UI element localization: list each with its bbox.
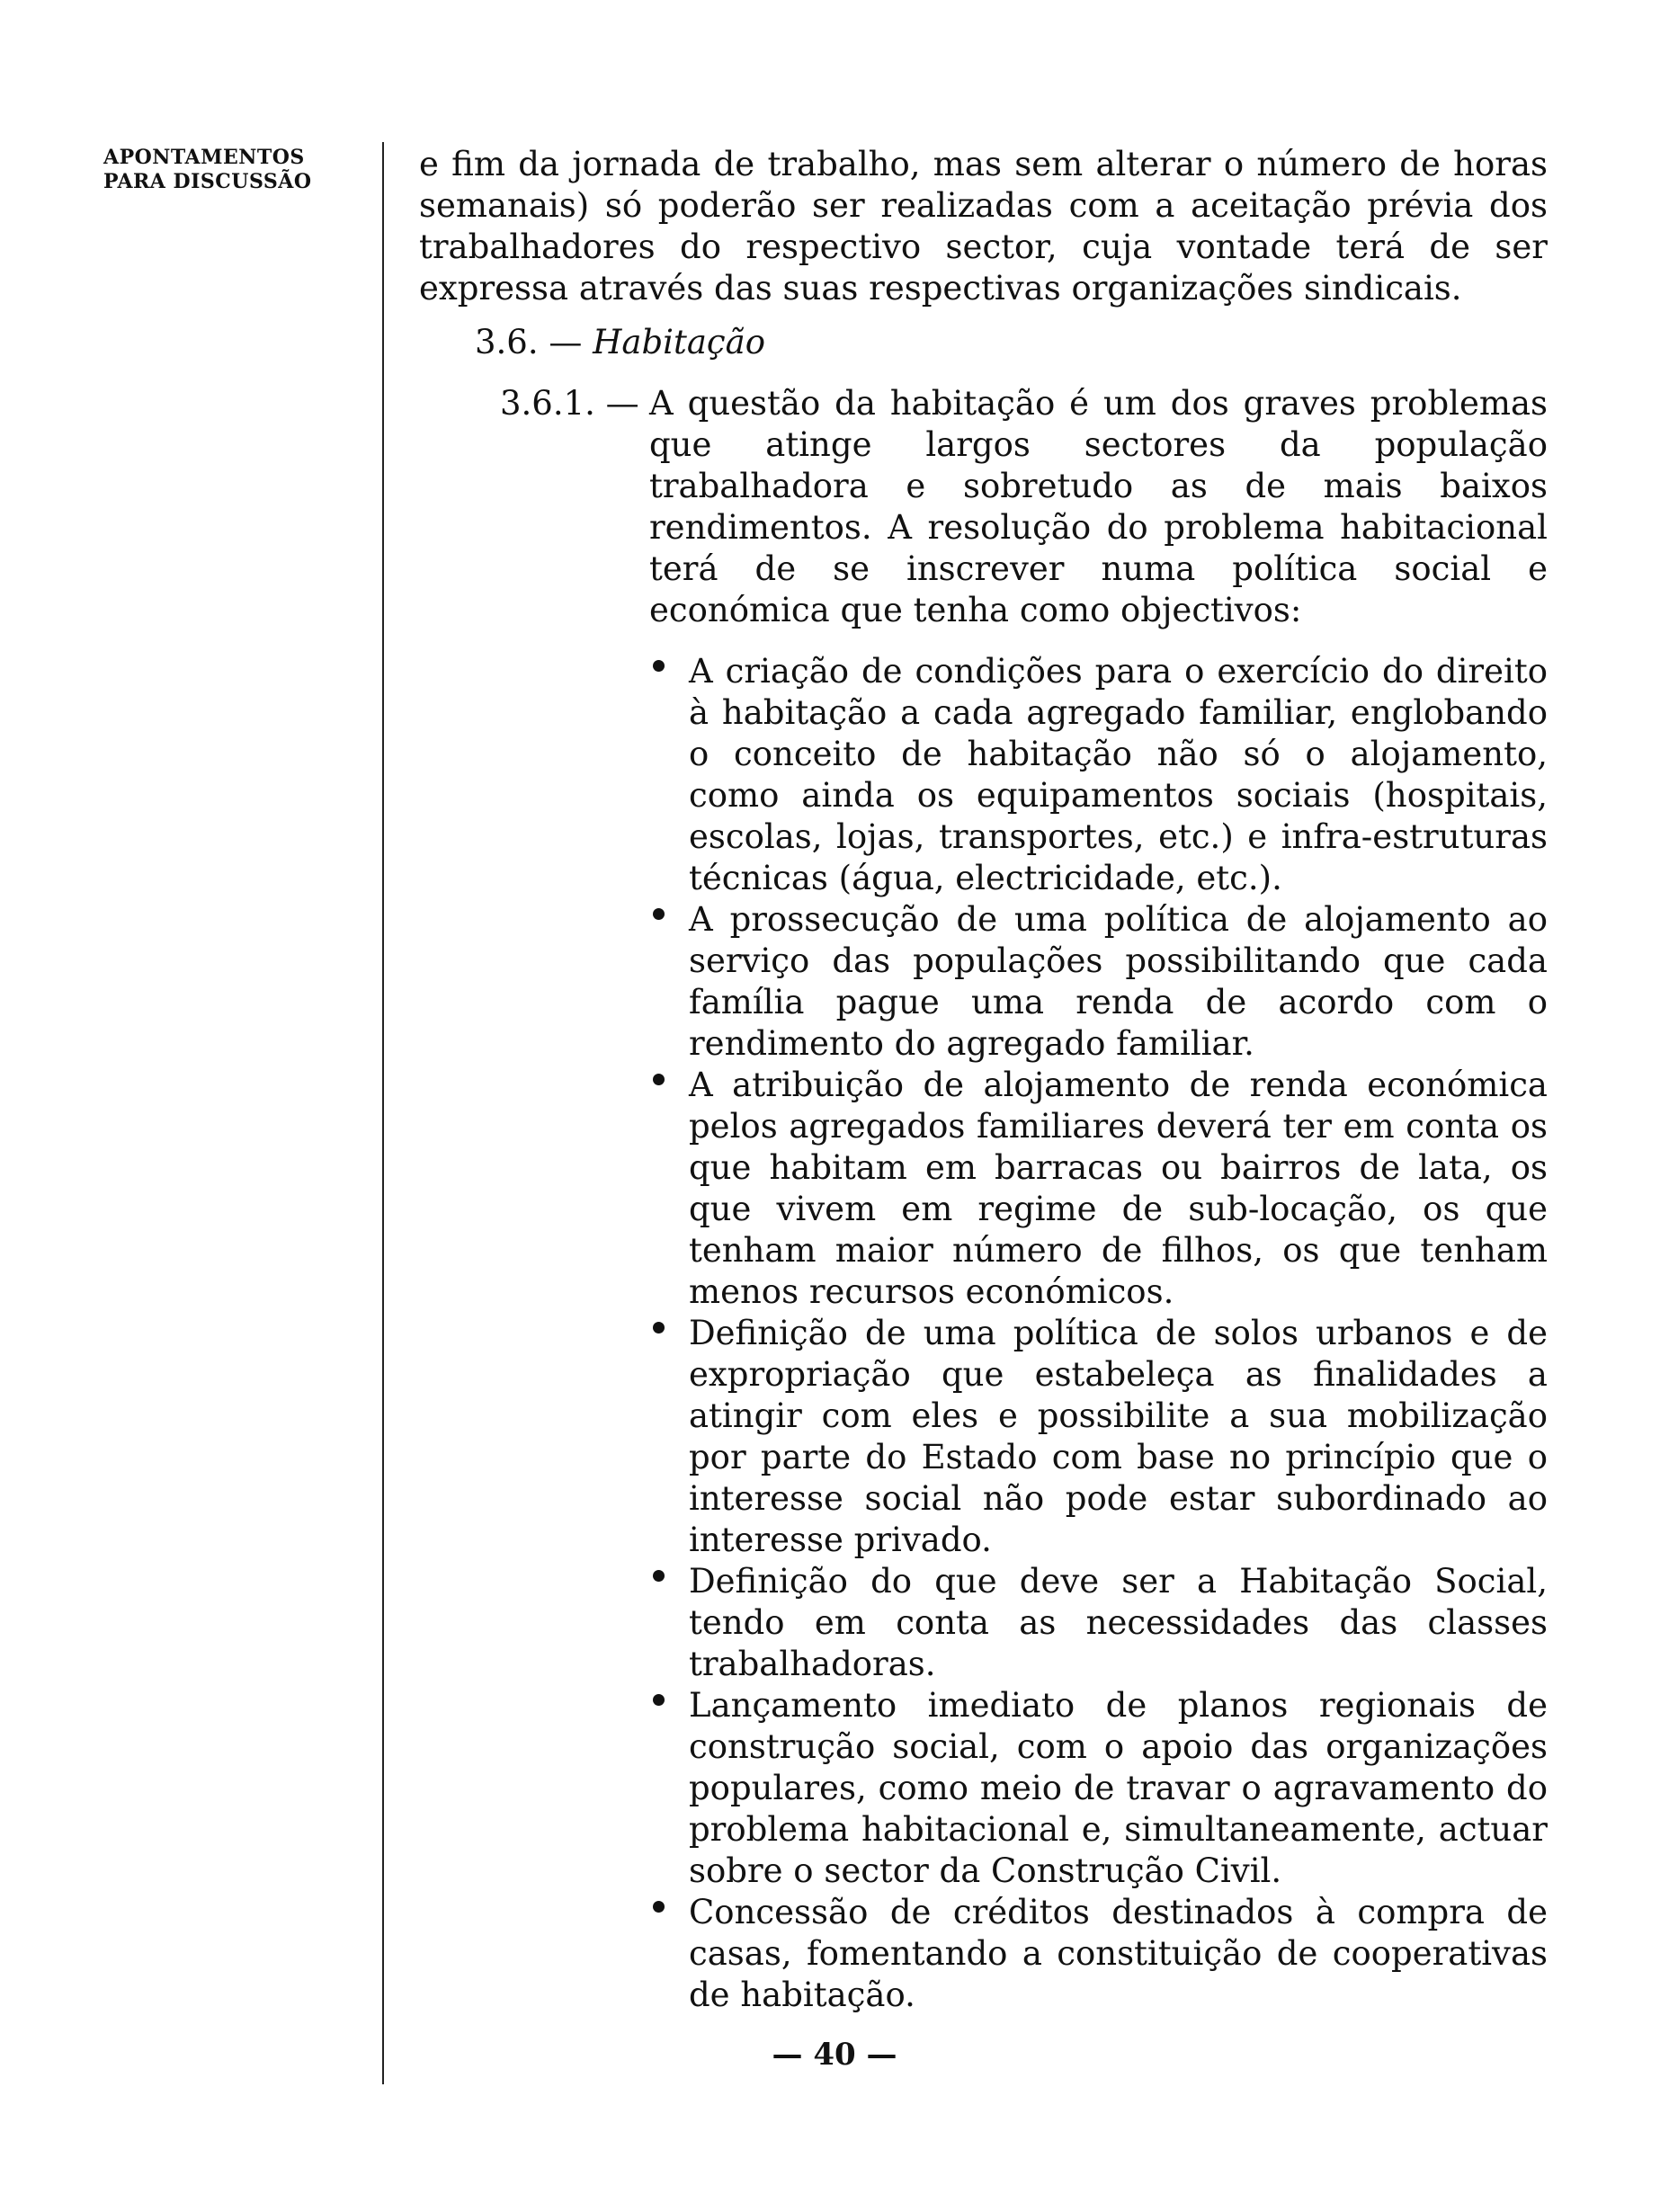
list-item	[689, 1065, 1548, 1313]
subsection-number: 3.6.1. —	[500, 384, 639, 423]
list-item-text: A atribuição de alojamento de renda económica pelos agregados familiares deverá ter em conta os que habitam em barracas ou bairros de lata, os que vivem em regime de sub-locação, os que tenham maior número de filhos, os que tenham menos recursos económicos.	[689, 1066, 1548, 1311]
list-item-text: Lançamento imediato de planos regionais de construção social, com o apoio das organizações populares, como meio de travar o agravamento do problema habitacional e, simultaneamente, actuar sobre o sector da Construção Civil.	[689, 1686, 1548, 1890]
list-item	[689, 899, 1548, 1065]
section-heading	[475, 322, 1548, 363]
list-item	[689, 651, 1548, 899]
bullet-icon	[653, 1322, 665, 1333]
side-heading-line-1: APONTAMENTOS	[103, 146, 305, 169]
bullet-icon	[653, 1901, 665, 1913]
list-item	[689, 1892, 1548, 2016]
bullet-icon	[653, 1694, 665, 1706]
list-item-text: A criação de condições para o exercício do direito à habitação a cada agregado familiar, englobando o conceito de habitação não só o alojamento, como ainda os equipamentos sociais (hospitais, escolas, lojas, transportes, etc.) e infra-estruturas técnicas (água, electricidade, etc.).	[689, 652, 1548, 897]
list-item	[689, 1685, 1548, 1892]
bullet-icon	[653, 1074, 665, 1085]
section-title: Habitação	[593, 323, 765, 361]
bullet-icon	[653, 1570, 665, 1582]
bullet-icon	[653, 908, 665, 920]
list-item-text: Definição de uma política de solos urbanos e de expropriação que estabeleça as finalidades a atingir com eles e possibilite a sua mobilização por parte do Estado com base no princípio que o interesse social não pode estar subordinado ao interesse privado.	[689, 1314, 1548, 1559]
subsection-text: A questão da habitação é um dos graves problemas que atinge largos sectores da população trabalhadora e sobretudo as de mais baixos rendimentos. A resolução do problema habitacional terá de se inscrever numa política social e económica que tenha como objectivos:	[649, 384, 1548, 629]
side-heading-line-2: PARA DISCUSSÃO	[103, 170, 312, 193]
list-item-text: Definição do que deve ser a Habitação Social, tendo em conta as necessidades das classes trabalhadoras.	[689, 1562, 1548, 1683]
subsection-3-6-1	[419, 383, 1548, 631]
page-content	[419, 144, 1548, 2016]
list-item	[689, 1561, 1548, 1685]
list-item	[689, 1313, 1548, 1561]
section-number: 3.6. —	[475, 323, 583, 361]
bullet-icon	[653, 660, 665, 672]
page-number: — 40 —	[772, 2037, 897, 2073]
list-item-text: A prossecução de uma política de alojamento ao serviço das populações possibilitando que cada família pague uma renda de acordo com o rendimento do agregado familiar.	[689, 900, 1548, 1063]
margin-rule	[382, 142, 384, 2084]
list-item-text: Concessão de créditos destinados à compra de casas, fomentando a constituição de cooperativas de habitação.	[689, 1893, 1548, 2014]
objectives-list	[419, 651, 1548, 2016]
side-heading	[103, 146, 364, 194]
intro-paragraph: e fim da jornada de trabalho, mas sem alterar o número de horas semanais) só poderão ser realizadas com a aceitação prévia dos trabalhadores do respectivo sector, cuja vontade terá de ser expressa através das suas respectivas organizações sindicais.	[419, 145, 1548, 308]
